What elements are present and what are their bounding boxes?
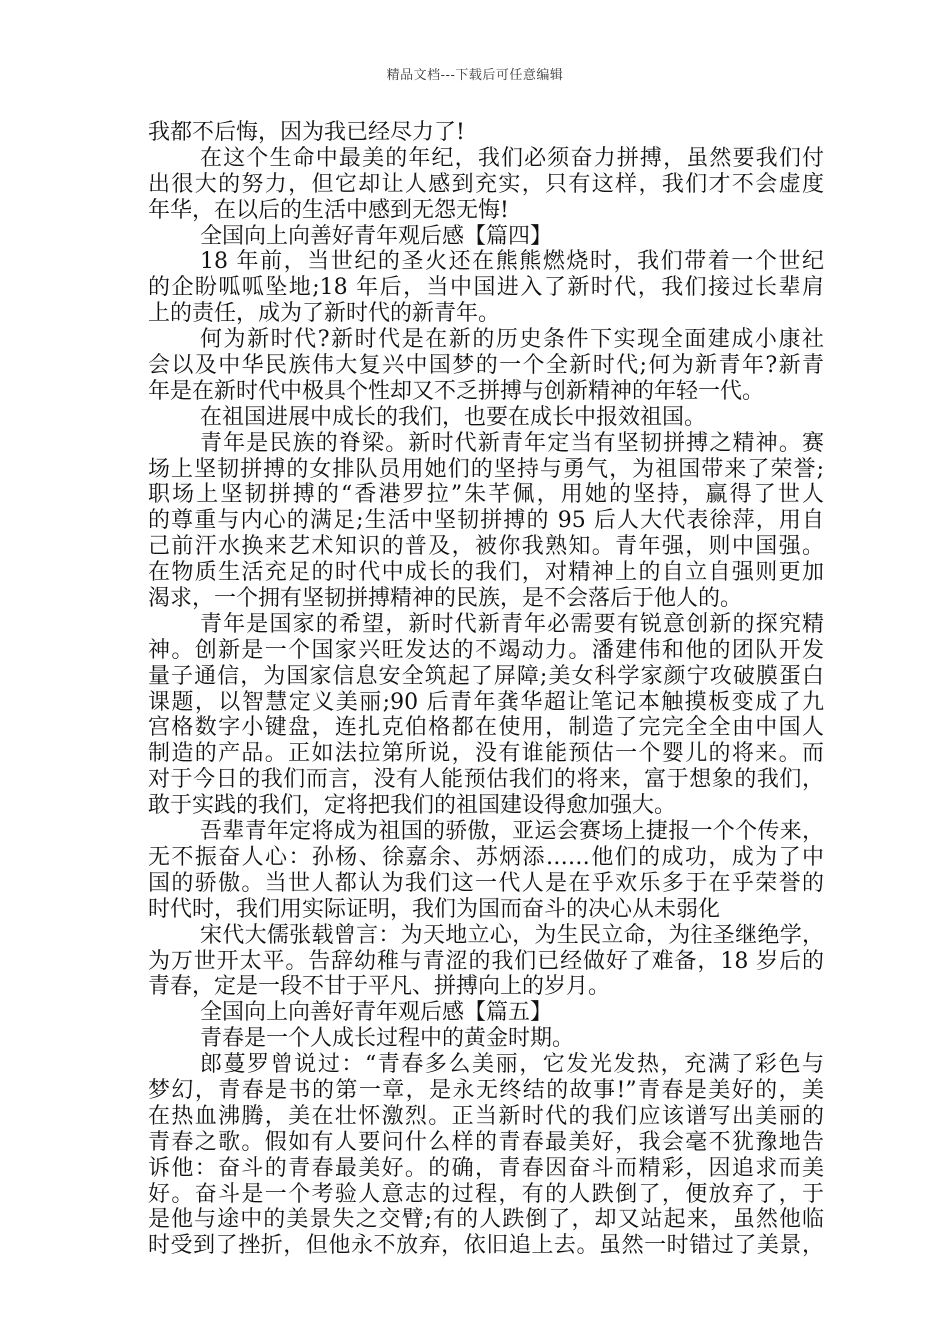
text-line: 时受到了挫折，但他永不放弃，依旧追上去。虽然一时错过了美景， [148, 1233, 824, 1259]
text-line: 青春，定是一段不甘于平凡、拼搏向上的岁月。 [148, 974, 611, 1000]
text-line: 是他与途中的美景失之交臂;有的人跌倒了，却又站起来，虽然他临 [148, 1207, 824, 1233]
text-line: 己前汗水换来艺术知识的普及，被你我熟知。青年强，则中国强。 [148, 534, 824, 560]
page-header: 精品文档---下载后可任意编辑 [386, 68, 564, 83]
text-line: 制造的产品。正如法拉第所说，没有谁能预估一个婴儿的将来。而 [148, 741, 824, 767]
text-line: 在物质生活充足的时代中成长的我们，对精神上的自立自强则更加 [148, 560, 824, 586]
text-line: 会以及中华民族伟大复兴中国梦的一个全新时代;何为新青年?新青 [148, 353, 824, 379]
text-line: 全国向上向善好青年观后感【篇五】 [200, 1000, 553, 1026]
text-line: 全国向上向善好青年观后感【篇四】 [200, 223, 553, 249]
text-line: 年华，在以后的生活中感到无怨无悔! [148, 197, 509, 223]
text-line: 在热血沸腾，美在壮怀激烈。正当新时代的我们应该谱写出美丽的 [148, 1103, 824, 1129]
text-line: 为万世开太平。告辞幼稚与青涩的我们已经做好了难备，18 岁后的 [148, 948, 824, 974]
text-line: 场上坚韧拼搏的女排队员用她们的坚持与勇气，为祖国带来了荣誉; [148, 456, 824, 482]
text-line: 我都不后悔，因为我已经尽力了! [148, 120, 465, 145]
text-line: 对于今日的我们而言，没有人能预估我们的将来，富于想象的我们， [148, 767, 824, 793]
document-body [148, 120, 824, 1259]
text-line: 在祖国进展中成长的我们，也要在成长中报效祖国。 [200, 404, 707, 430]
text-line: 青年是国家的希望，新时代新青年必需要有锐意创新的探究精 [200, 611, 824, 637]
text-line: 好。奋斗是一个考验人意志的过程，有的人跌倒了，便放弃了，于 [148, 1181, 824, 1207]
text-line: 宋代大儒张载曾言：为天地立心，为生民立命，为往圣继绝学， [200, 922, 824, 948]
text-line: 梦幻，青春是书的第一章，是永无终结的故事!”青春是美好的，美 [148, 1077, 824, 1103]
text-line: 国的骄傲。当世人都认为我们这一代人是在乎欢乐多于在乎荣誉的 [148, 870, 824, 896]
text-line: 宫格数字小键盘，连扎克伯格都在使用，制造了完完全全由中国人 [148, 715, 824, 741]
text-line: 青年是民族的脊梁。新时代新青年定当有坚韧拼搏之精神。赛 [200, 430, 824, 456]
text-line: 在这个生命中最美的年纪，我们必须奋力拼搏，虽然要我们付 [200, 145, 824, 171]
text-line: 职场上坚韧拼搏的“香港罗拉”朱芊佩，用她的坚持，赢得了世人 [148, 482, 824, 508]
text-line: 渴求，一个拥有坚韧拼搏精神的民族，是不会落后于他人的。 [148, 586, 743, 612]
text-line: 课题，以智慧定义美丽;90 后青年龚华超让笔记本触摸板变成了九 [148, 689, 824, 715]
text-line: 神。创新是一个国家兴旺发达的不竭动力。潘建伟和他的团队开发 [148, 637, 824, 663]
text-line: 18 年前，当世纪的圣火还在熊熊燃烧时，我们带着一个世纪 [200, 249, 824, 275]
text-line: 出很大的努力，但它却让人感到充实，只有这样，我们才不会虚度 [148, 171, 824, 197]
text-line: 青春之歌。假如有人要问什么样的青春最美好，我会毫不犹豫地告 [148, 1129, 824, 1155]
text-line: 上的责任，成为了新时代的新青年。 [148, 301, 501, 327]
text-line: 郎蔓罗曾说过：“青春多么美丽，它发光发热，充满了彩色与 [200, 1052, 824, 1078]
text-line: 诉他：奋斗的青春最美好。的确，青春因奋斗而精彩，因追求而美 [148, 1155, 824, 1181]
text-line: 何为新时代?新时代是在新的历史条件下实现全面建成小康社 [200, 327, 824, 353]
text-line: 青春是一个人成长过程中的黄金时期。 [200, 1026, 575, 1052]
text-line: 年是在新时代中极具个性却又不乏拼搏与创新精神的年轻一代。 [148, 378, 765, 404]
text-line: 时代时，我们用实际证明，我们为国而奋斗的决心从未弱化 [148, 896, 721, 922]
text-line: 吾辈青年定将成为祖国的骄傲，亚运会赛场上捷报一个个传来， [200, 819, 824, 845]
text-line: 的尊重与内心的满足;生活中坚韧拼搏的 95 后人大代表徐萍，用自 [148, 508, 824, 534]
text-line: 敢于实践的我们，定将把我们的祖国建设得愈加强大。 [148, 793, 677, 819]
text-line: 无不振奋人心：孙杨、徐嘉余、苏炳添……他们的成功，成为了中 [148, 844, 824, 870]
text-line: 的企盼呱呱坠地;18 年后，当中国进入了新时代，我们接过长辈肩 [148, 275, 824, 301]
text-line: 量子通信，为国家信息安全筑起了屏障;美女科学家颜宁攻破膜蛋白 [148, 663, 824, 689]
